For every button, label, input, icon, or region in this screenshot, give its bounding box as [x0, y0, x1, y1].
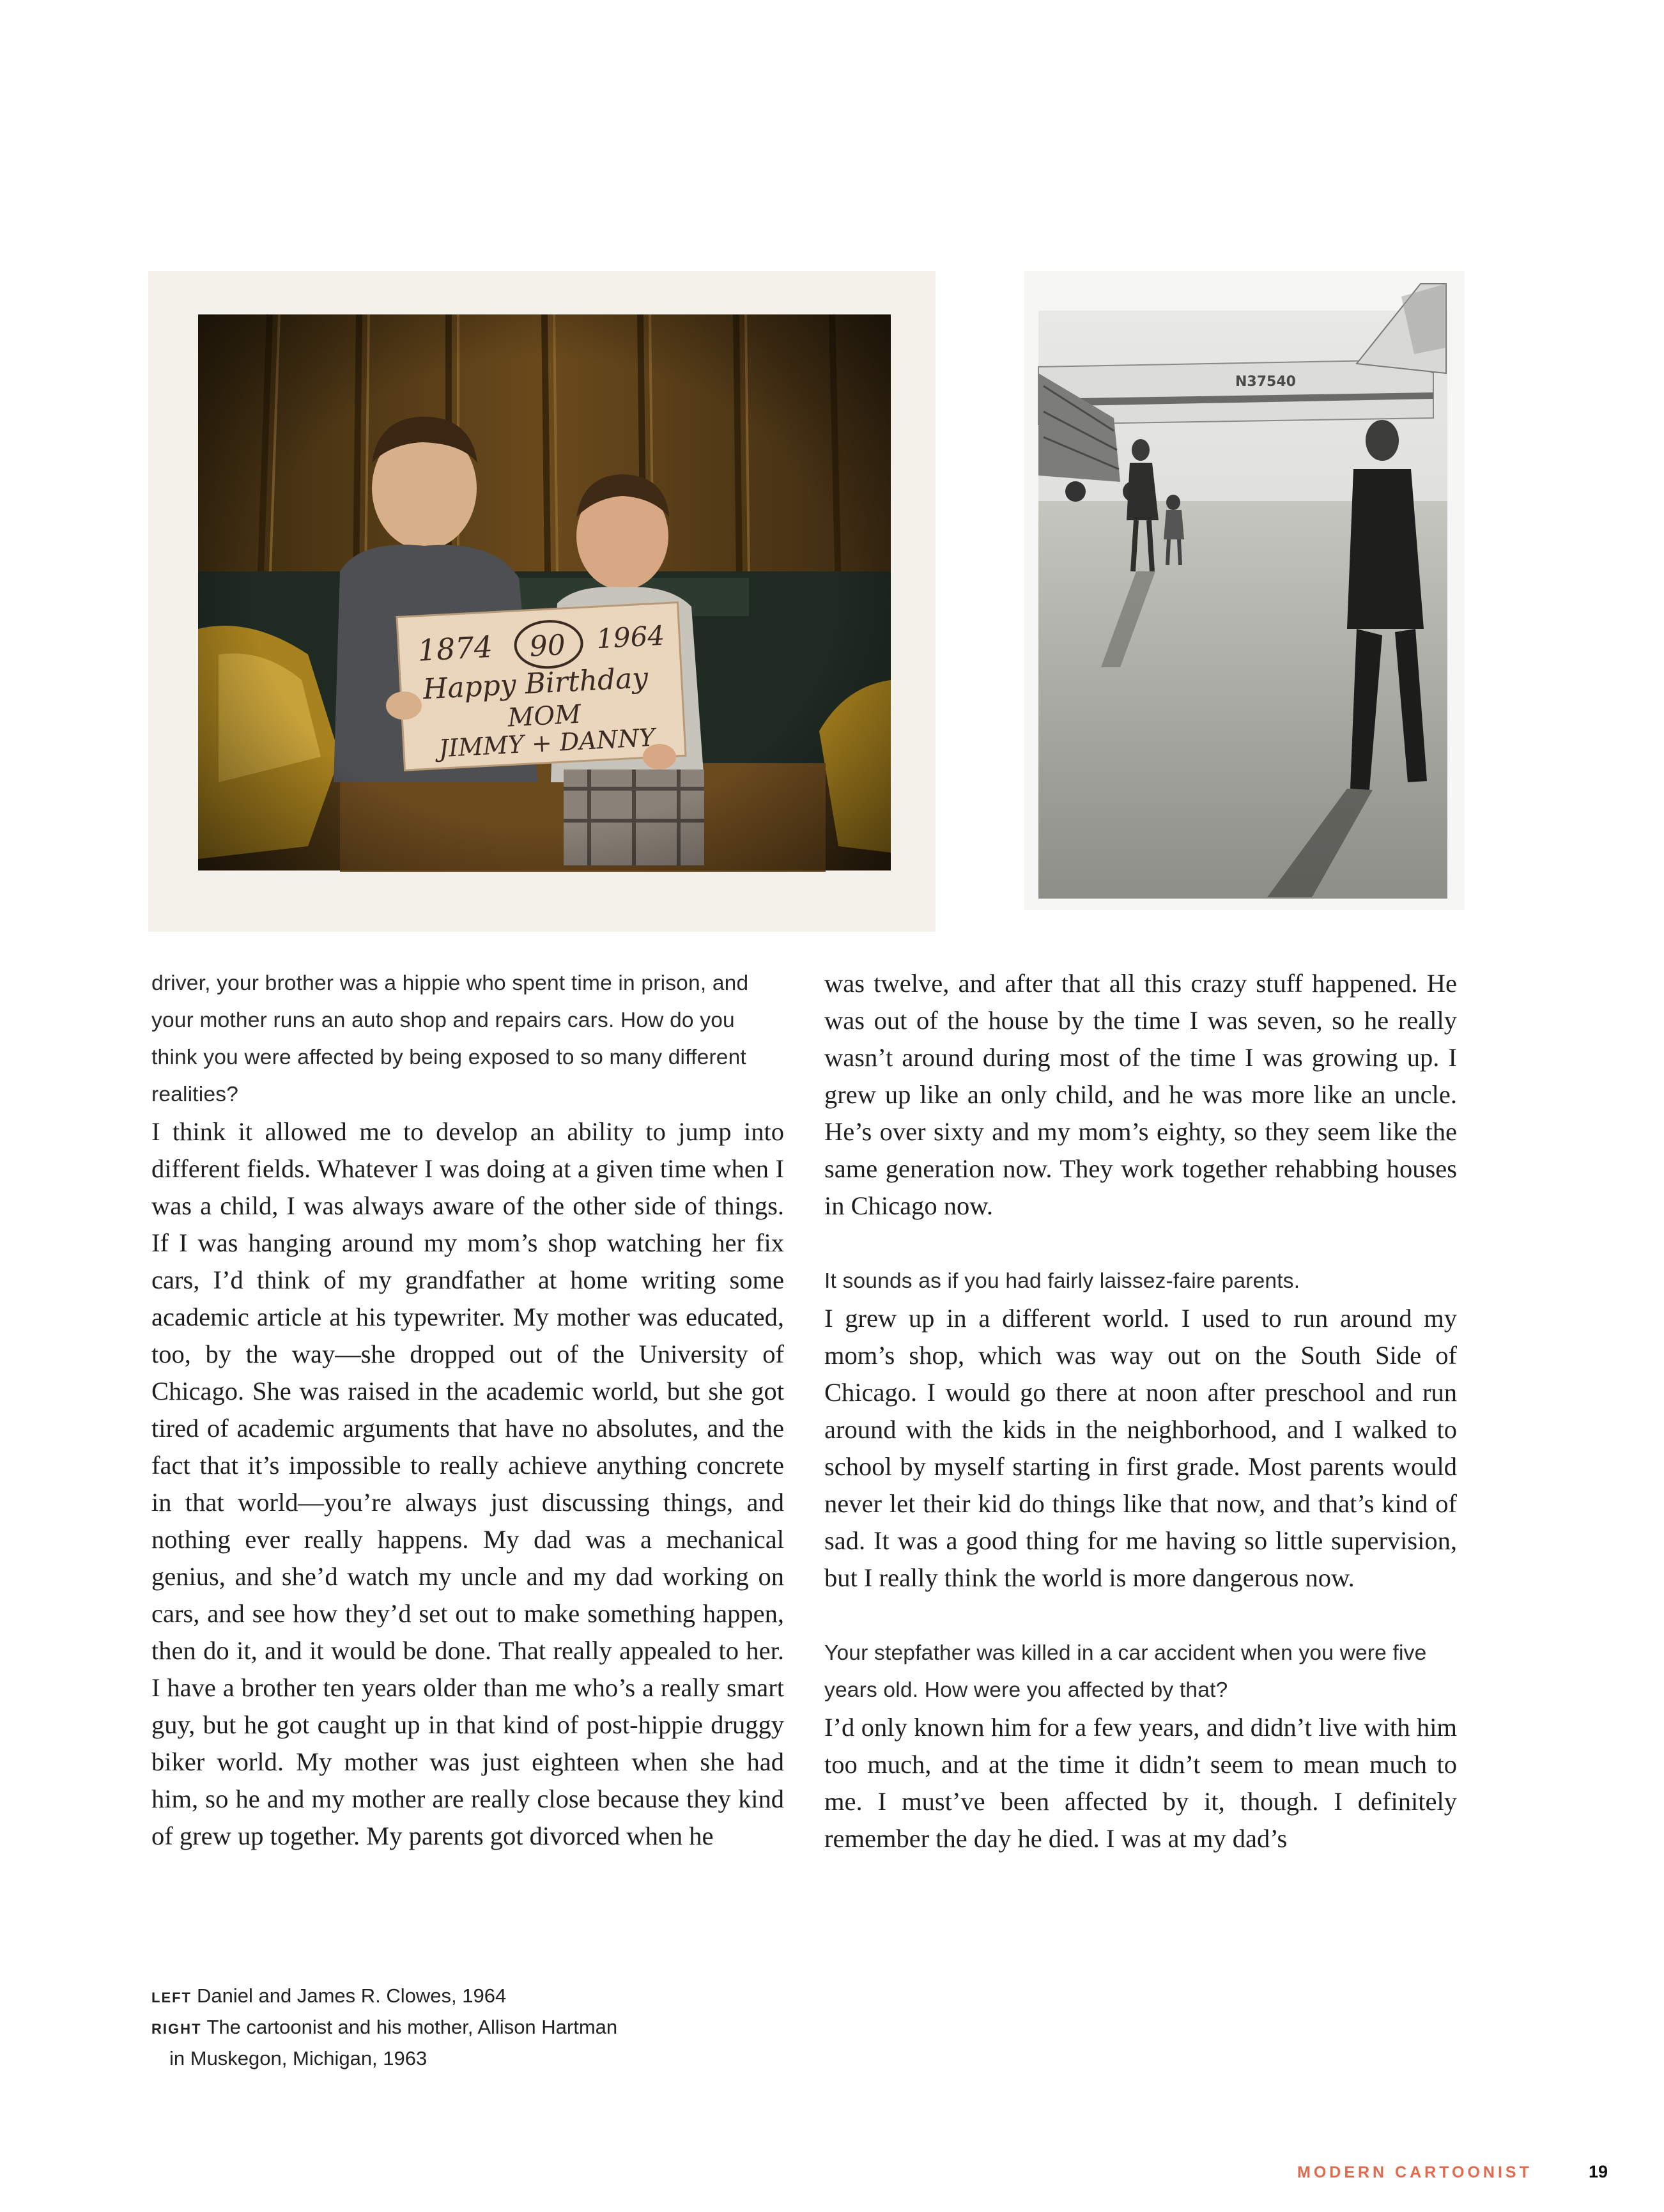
question-text: driver, your brother was a hippie who spent time in prison, and your mother runs an auto shop and repairs cars. How do you think you were affected by being exposed to so many different realities? — [151, 971, 749, 1106]
question-text: Your stepfather was killed in a car accident when you were five years old. How were you affected by that? — [824, 1641, 1427, 1702]
plane-tail-number: N37540 — [1235, 374, 1296, 390]
article-column-left — [151, 965, 784, 1855]
article-column-right — [824, 965, 1457, 1857]
answer-text: I think it allowed me to develop an ability to jump into different fields. Whatever I was doing at a given time when I was a child, I was always aware of the other side of things. If I was hanging around my mom’s shop watching her fix cars, I’d think of my grandfather at home writing some academic article at his typewriter. My mother was educated, too, by the way—she dropped out of the University of Chicago. She was raised in the academic world, but she got tired of academic arguments that have no absolutes, and the fact that it’s impossible to really achieve anything concrete in that world—you’re always just discussing things, and nothing ever really happens. My dad was a mechanical genius, and she’d watch my uncle and my dad working on cars, and see how they’d set out to make something happen, then do it, and it would be done. That really appealed to her. I have a brother ten years older than me who’s a really smart guy, but he got caught up in that kind of post-hippie druggy biker world. My mother was just eighteen when she had him, so he and my mother are really close because they kind of grew up together. My parents got divorced when he — [151, 1117, 784, 1850]
caption-text-left: Daniel and James R. Clowes, 1964 — [197, 1984, 507, 2007]
photo-airport-tarmac — [1024, 271, 1465, 910]
question-text: It sounds as if you had fairly laissez-faire parents. — [824, 1269, 1300, 1293]
caption-label-left: LEFT — [151, 1990, 192, 2006]
answer-text: I grew up in a different world. I used to run around my mom’s shop, which was way out on the South Side of Chicago. I would go there at noon after preschool and run around with the kids in the neighborhood, and I walked to school by myself starting in first grade. Most parents would never let their kid do things like that now, and that’s kind of sad. It was a good thing for me having so little supervision, but I really think the world is more dangerous now. — [824, 1304, 1457, 1592]
photo-boys-birthday-sign — [148, 271, 936, 932]
caption-text-right-continued: in Muskegon, Michigan, 1963 — [169, 2047, 428, 2069]
running-head: MODERN CARTOONIST — [1297, 2163, 1532, 2181]
page-number: 19 — [1589, 2162, 1608, 2181]
answer-text: was twelve, and after that all this crazy stuff happened. He was out of the house by the time I was seven, so he really wasn’t around during most of the time I was growing up. I grew up like an only child, and he was more like an uncle. He’s over sixty and my mom’s eighty, so they seem like the same generation now. They work together rehabbing houses in Chicago now. — [824, 969, 1457, 1220]
answer-text: I’d only known him for a few years, and didn’t live with him too much, and at the time it didn’t seem to mean much to me. I must’ve been affected by it, though. I definitely remember the day he died. I was at my dad’s — [824, 1713, 1457, 1853]
caption-label-right: RIGHT — [151, 2021, 202, 2037]
photo-caption — [151, 1981, 790, 2073]
caption-text-right: The cartoonist and his mother, Allison Hartman — [206, 2016, 618, 2038]
